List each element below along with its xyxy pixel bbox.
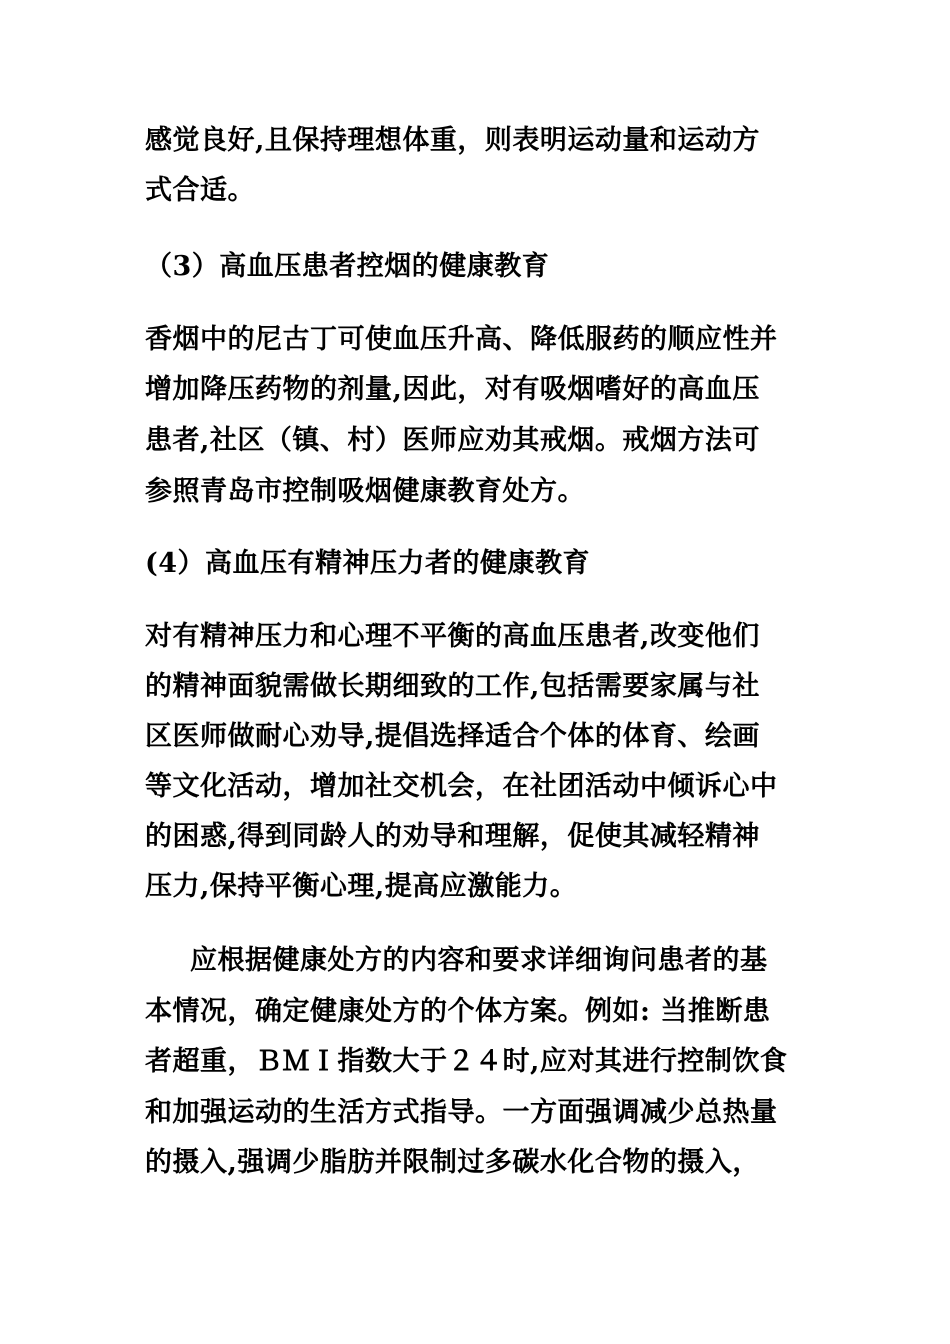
text-line: 本情况，确定健康处方的个体方案。例如: 当推断患 <box>145 996 771 1027</box>
text-line: 的困惑,得到同龄人的劝导和理解，促使其减轻精神 <box>145 821 760 852</box>
section-heading: （3）高血压患者控烟的健康教育 <box>145 251 550 282</box>
text-line: 患者,社区（镇、村）医师应劝其戒烟。戒烟方法可 <box>145 425 760 456</box>
text-line: 对有精神压力和心理不平衡的高血压患者,改变他们 <box>145 621 760 652</box>
text-line: 香烟中的尼古丁可使血压升高、降低服药的顺应性并 <box>145 324 778 355</box>
text-line: 感觉良好,且保持理想体重，则表明运动量和运动方 <box>145 125 760 156</box>
text-line: 参照青岛市控制吸烟健康教育处方。 <box>145 476 585 507</box>
text-line: 的摄入,强调少脂肪并限制过多碳水化合物的摄入， <box>145 1147 760 1178</box>
text-line: 压力,保持平衡心理,提高应激能力。 <box>145 871 578 902</box>
section-heading: (4）高血压有精神压力者的健康教育 <box>145 548 591 579</box>
text-line: 者超重，ＢＭＩ指数大于２４时,应对其进行控制饮食 <box>145 1046 788 1077</box>
text-line: 的精神面貌需做长期细致的工作,包括需要家属与社 <box>145 671 760 702</box>
text-line: 等文化活动，增加社交机会，在社团活动中倾诉心中 <box>145 771 778 802</box>
text-line: 式合适。 <box>145 175 255 206</box>
text-line: 区医师做耐心劝导,提倡选择适合个体的体育、绘画 <box>145 721 760 752</box>
paragraph-first-line: 应根据健康处方的内容和要求详细询问患者的基 <box>190 945 768 976</box>
text-line: 增加降压药物的剂量,因此，对有吸烟嗜好的高血压 <box>145 374 760 405</box>
text-line: 和加强运动的生活方式指导。一方面强调减少总热量 <box>145 1097 778 1128</box>
